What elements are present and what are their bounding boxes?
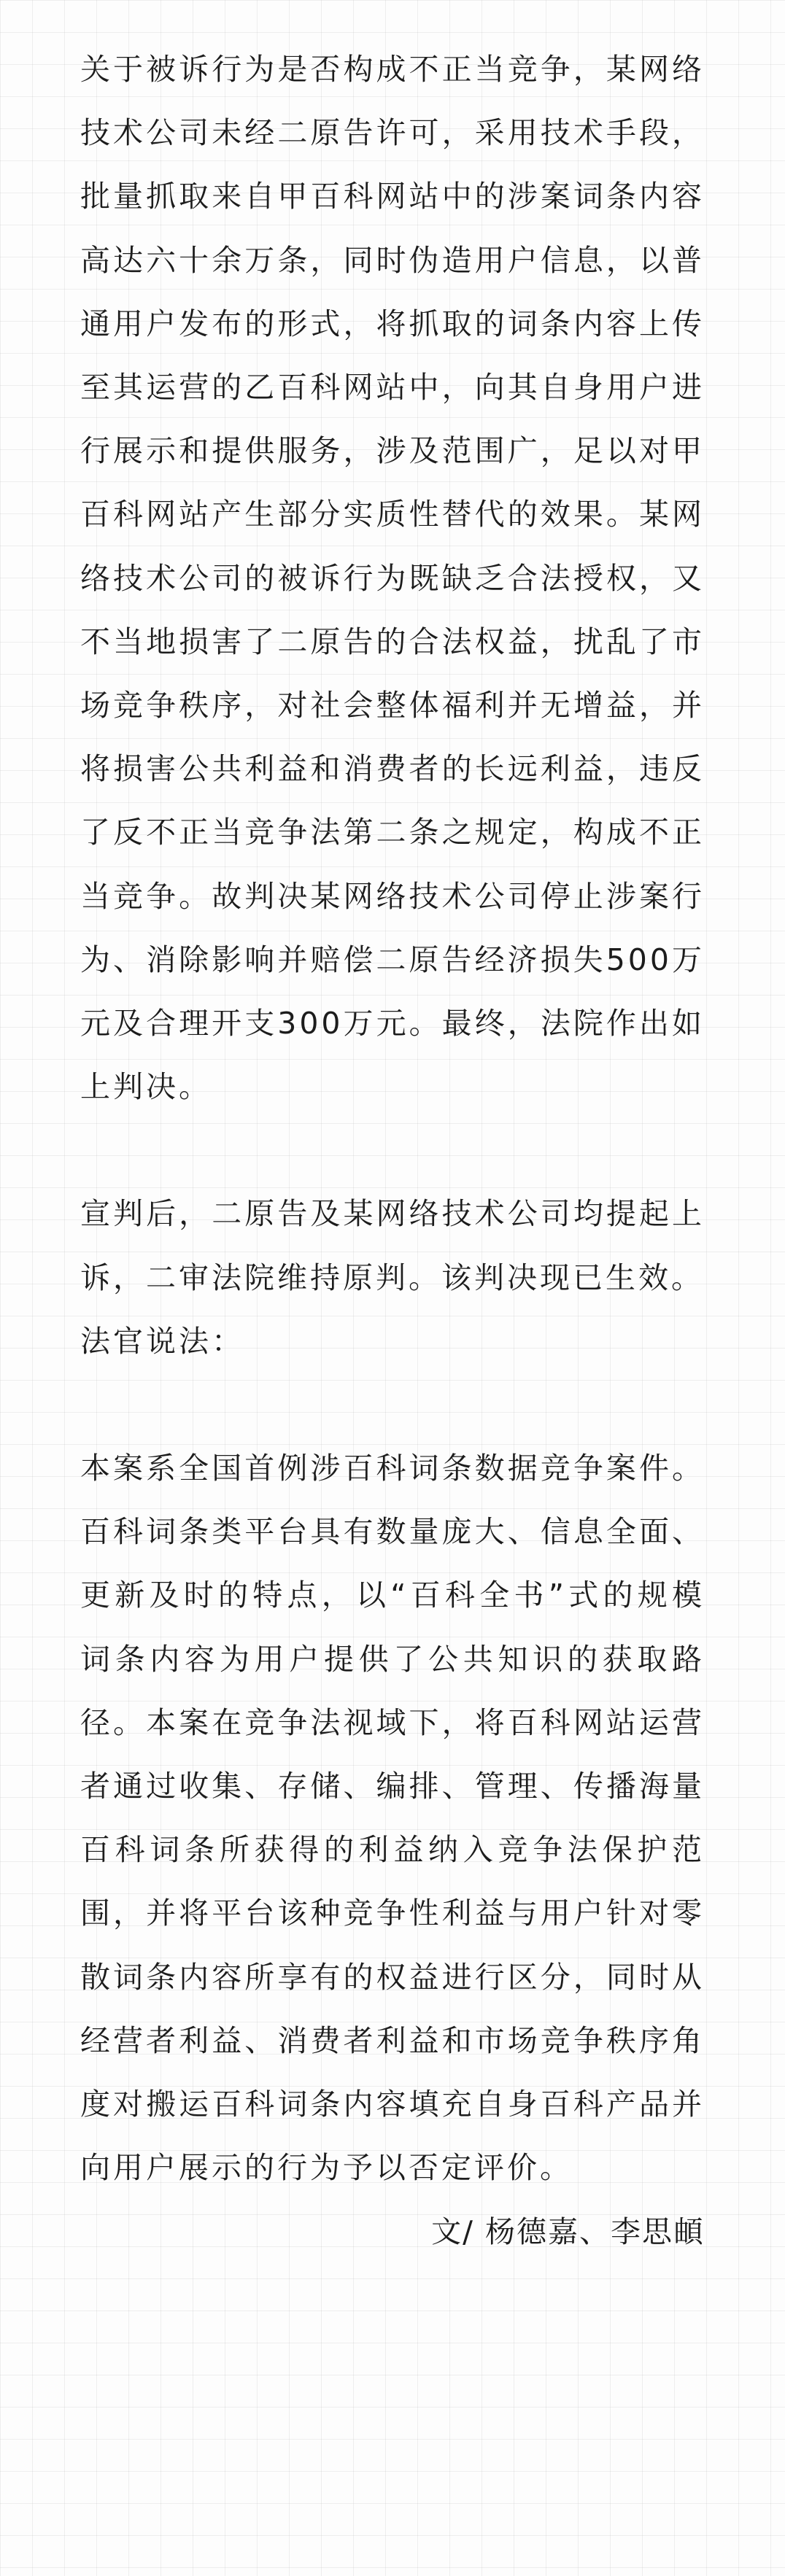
judge-comment-label: 法官说法： (80, 1323, 244, 1359)
paragraph-ruling: 关于被诉行为是否构成不正当竞争，某网络技术公司未经二原告许可，采用技术手段，批量抓取来自甲百科网站中的涉案词条内容高达六十余万条，同时伪造用户信息，以普通用户发布的形式，将抓取的词条内容上传至其运营的乙百科网站中，向其自身用户进行展示和提供服务，涉及范围广，足以对甲百科网站产生部分实质性替代的效果。某网络技术公司的被诉行为既缺乏合法授权，又不当地损害了二原告的合法权益，扰乱了市场竞争秩序，对社会整体福利并无增益，并将损害公共利益和消费者的长远利益，违反了反不正当竞争法第二条之规定，构成不正当竞争。故判决某网络技术公司停止涉案行为、消除影响并赔偿二原告经济损失500万元及合理开支300万元。最终，法院作出如上判决。 (80, 52, 705, 1105)
paragraph-judge-comment: 本案系全国首例涉百科词条数据竞争案件。百科词条类平台具有数量庞大、信息全面、更新及时的特点，以“百科全书”式的规模词条内容为用户提供了公共知识的获取路径。本案在竞争法视域下，将百科网站运营者通过收集、存储、编排、管理、传播海量百科词条所获得的利益纳入竞争法保护范围，并将平台该种竞争性利益与用户针对零散词条内容所享有的权益进行区分，同时从经营者利益、消费者利益和市场竞争秩序角度对搬运百科词条内容填充自身百科产品并向用户展示的行为予以否定评价。 (80, 1451, 705, 2186)
paragraph-spacer (80, 1119, 705, 1182)
author-byline: 文/ 杨德嘉、李思頔 (431, 2214, 705, 2249)
paragraph-appeal: 宣判后，二原告及某网络技术公司均提起上诉，二审法院维持原判。该判决现已生效。 (80, 1196, 705, 1295)
paragraph-spacer (80, 1373, 705, 1437)
